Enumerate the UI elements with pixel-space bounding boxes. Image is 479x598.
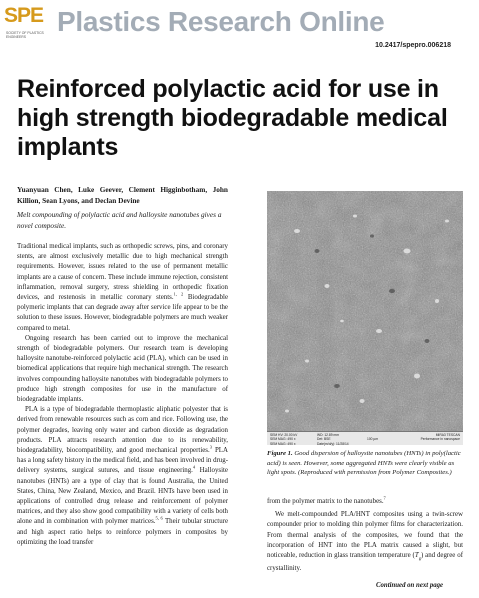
paragraph-text: Halloysite nanotubes (HNTs) are a type of clay that is found Australia, the United States, China, New Zealand, Mexico, and Brazil. HNTs have been used in applications of controlled drug release and reinforcement of polymer matrices, and they also show good compatibility with a variety of cells both alone and in combination with polymer matrices.: [17, 467, 228, 526]
sem-param: Det: BSE: [317, 437, 331, 442]
paragraph-text: Their tubular structure and high aspect ratio helps to reinforce polymers in composites by optimizing the load transfer: [17, 518, 228, 546]
citation: 1, 2: [173, 291, 184, 297]
publication-title: Plastics Research Online: [57, 6, 385, 37]
paragraph: [17, 334, 228, 405]
sem-param: Date(m/d/y): 11/28/14: [317, 441, 349, 446]
logo-text: SPE: [4, 4, 44, 27]
body-column-left: [17, 242, 228, 548]
sem-micrograph: [267, 191, 463, 431]
sem-param: SEM HV: 20.00 kV: [270, 433, 298, 437]
paragraph-text: from the polymer matrix to the nanotubes.: [267, 498, 384, 505]
sem-param: SEM MAG: 490 x: [270, 441, 296, 446]
paragraph-text: Ongoing research has been carried out to improve the mechanical strength of biodegradable polymers. Our research team is developing halloysite nanotube-reinforced polylactic acid (PLA), which can be used in biomedical applications that require high mechanical strength. The research involves compounding halloysite nanotubes with biodegradable polymers to produce high strength composites for use in the manufacture of biodegradable implants.: [17, 334, 228, 404]
figure-caption-text: Good dispersion of halloysite nanotubes (HNTs) in poly(lactic acid) is seen. However, some aggregated HNTs were clearly visible as light spots. (Reproduced with permission from Polymer Composites.): [267, 450, 461, 477]
paragraph-text: ) and degree of crystallinity.: [267, 552, 463, 572]
sem-image: [267, 191, 463, 431]
paragraph: [17, 242, 228, 334]
paragraph-text: PLA is a type of biodegradable thermoplastic aliphatic polyester that is derived from renewable resources such as corn and rice. Following use, the polymer degrades, leaving only water and carbon dioxide as degradation products. PLA attracts research attention due to its renewability, biodegradability, biocompatibility, and good mechanical properties.: [17, 406, 228, 455]
paragraph-text: PLA has a long safety history in the medical field, and has been involved in drug-delivery systems, surgical sutures, and tissue engineering.: [17, 447, 228, 475]
spe-logo: [4, 4, 50, 48]
sem-param: SEM MAG: 490 x: [270, 437, 296, 442]
tg-symbol: T: [414, 552, 419, 560]
sem-brand: MIRA3 TESCAN: [435, 433, 460, 437]
paragraph: [267, 510, 463, 574]
sem-scale-label: 100 µm: [367, 437, 379, 441]
abstract: Melt compounding of polylactic acid and halloysite nanotubes gives a novel composite.: [17, 210, 222, 230]
paragraph: [17, 405, 228, 548]
continued-note: Continued on next page: [376, 582, 444, 589]
doi: 10.2417/spepro.006218: [375, 42, 451, 49]
sem-brand-tagline: Performance in nanospace: [420, 437, 460, 442]
citation: 3: [209, 444, 212, 450]
citation: 5, 6: [155, 516, 163, 522]
article-title: Reinforced polylactic acid for use in high strength biodegradable medical implants: [17, 75, 448, 161]
masthead: [0, 0, 479, 54]
logo-subtitle: SOCIETY OF PLASTICS ENGINEERS: [6, 31, 44, 39]
paragraph-text: We melt-compounded PLA/HNT composites using a twin-screw compounder prior to molding thin polymer films for characterization. From thermal analysis of the composites, we found that the incorporation of HNT into the PLA matrix caused a slight, but noticeable, reduction in glass transition temperature (: [267, 511, 463, 560]
citation: 7: [383, 495, 386, 501]
paragraph: [267, 497, 463, 507]
figure-caption: [267, 449, 463, 478]
paragraph-text: Biodegradable polymeric implants that can degrade away after service life appear to be the solution to these issues. However, biodegradable polymers are much weaker compared to metal.: [17, 294, 229, 332]
sem-info-bar: [267, 431, 463, 445]
figure-label: Figure 1.: [267, 450, 293, 457]
body-column-right: [267, 497, 463, 574]
tg-subscript: g: [418, 555, 421, 561]
paragraph-text: Traditional medical implants, such as orthopedic screws, pins, and coronary stents, are almost exclusively metallic due to high mechanical strength requirements. However, issues related to the use of permanent metallic implants are a cause of concern. These include immune rejection, consistent inflammation, removal surgery, stress shielding in orthopedic fixation devices, and restenosis in metallic coronary stents.: [17, 243, 228, 302]
sem-param: WD: 12.89 mm: [317, 433, 339, 437]
figure-1: [267, 191, 463, 483]
authors: Yuanyuan Chen, Luke Geever, Clement Higginbotham, John Killion, Sean Lyons, and Declan Devine: [17, 185, 228, 205]
citation: 4: [192, 465, 196, 471]
